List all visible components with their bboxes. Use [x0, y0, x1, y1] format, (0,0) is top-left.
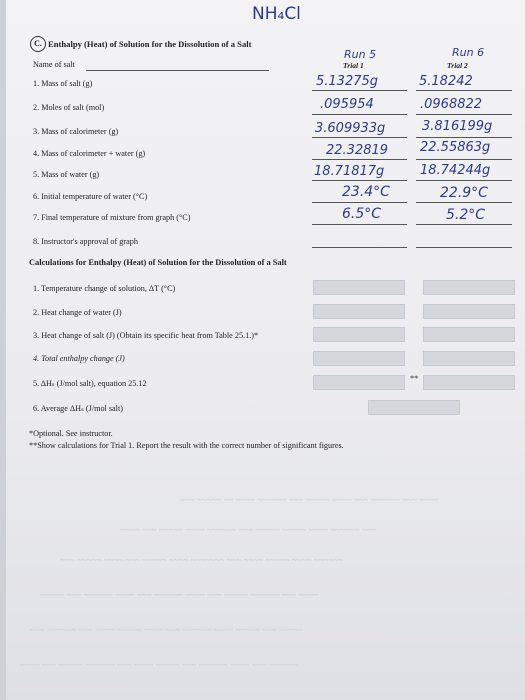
row-label: 8. Instructor's approval of graph	[33, 237, 138, 246]
calc-box-trial2	[423, 304, 515, 319]
name-of-salt-line	[86, 70, 269, 71]
row-label: 6. Initial temperature of water (°C)	[33, 192, 148, 201]
row-label: 1. Mass of salt (g)	[33, 79, 93, 88]
value-trial1: 3.609933g	[315, 121, 386, 136]
bleed-through-text: ~~~ ~~~~~~ ~~~ ~~~~ ~~~~~ ~~~~ ~~~ ~~~~~~ ~~~~ ~~~~~ ~~~ ~~~~~	[30, 625, 304, 635]
handwritten-compound: NH₄Cl	[252, 4, 301, 24]
answer-line	[416, 159, 512, 160]
calc-box-trial1	[313, 304, 405, 319]
answer-line	[312, 114, 407, 115]
calc-box-trial2	[423, 375, 515, 390]
calc-box-trial1	[313, 351, 405, 366]
answer-line	[416, 180, 512, 181]
answer-line	[312, 224, 407, 225]
calc-row-label: 6. Average ΔHₛ (J/mol salt)	[33, 404, 123, 413]
double-star-mark: **	[410, 374, 419, 383]
row-label: 4. Mass of calorimeter + water (g)	[33, 149, 146, 158]
calc-box-trial1	[313, 280, 405, 295]
trial2-header: Trial 2	[447, 61, 468, 70]
calc-row-label: 1. Temperature change of solution, ΔT (°C)	[33, 284, 176, 293]
run-label-trial2: Run 6	[452, 46, 485, 59]
page-edge-shadow	[0, 0, 6, 700]
calc-box-trial1	[313, 375, 405, 390]
calculations-title: Calculations for Enthalpy (Heat) of Solution for the Dissolution of a Salt	[29, 258, 287, 267]
row-label: 2. Moles of salt (mol)	[33, 103, 105, 112]
footnote-optional: *Optional. See instructor.	[29, 429, 113, 438]
calc-box-trial1	[313, 327, 405, 342]
section-title: Enthalpy (Heat) of Solution for the Dissolution of a Salt	[48, 39, 252, 49]
answer-line	[312, 247, 407, 248]
calc-row-label: 2. Heat change of water (J)	[33, 308, 122, 317]
value-trial1: 22.32819	[326, 143, 389, 158]
bleed-through-text: ~~~~ ~~~ ~~~~~ ~~~~~~ ~~~ ~~~~ ~~~~~ ~~~ ~~~~~~ ~~~~ ~~~ ~~~~~~	[20, 660, 298, 670]
value-trial2: 3.816199g	[422, 119, 493, 134]
value-trial2: 5.2°C	[446, 207, 486, 223]
value-trial2: 22.9°C	[440, 185, 488, 201]
calc-box-trial2	[423, 327, 515, 342]
answer-line	[312, 90, 407, 91]
run-label-trial1: Run 5	[344, 48, 377, 61]
name-of-salt-label: Name of salt	[33, 60, 75, 69]
bleed-through-text: ~~~~~ ~~~ ~~~~~~ ~~~~ ~~~ ~~~~~~ ~~~~ ~~~ ~~~~~ ~~~~~~ ~~~ ~~~~	[40, 590, 318, 600]
value-trial1: 6.5°C	[342, 206, 382, 222]
value-trial2: .0968822	[420, 97, 483, 112]
value-trial1: 23.4°C	[342, 184, 390, 200]
row-label: 5. Mass of water (g)	[33, 170, 100, 179]
calc-box-trial2	[423, 351, 515, 366]
answer-line	[312, 159, 407, 160]
answer-line	[416, 224, 512, 225]
calc-row-label: 5. ΔHₛ (J/mol salt), equation 25.12	[33, 379, 147, 388]
value-trial1: 5.13275g	[316, 74, 379, 89]
calc-row-label: 3. Heat change of salt (J) (Obtain its specific heat from Table 25.1.)*	[33, 331, 259, 340]
row-label: 7. Final temperature of mixture from graph (°C)	[33, 213, 191, 222]
answer-line	[416, 247, 512, 248]
trial1-header: Trial 1	[343, 61, 364, 70]
bleed-through-text: ~~~ ~~~~~ ~~~~ ~~~ ~~~~~ ~~~~ ~~~~~~~ ~~~ ~~~~ ~~~~~ ~~~~ ~~~~~~	[60, 555, 343, 565]
value-trial1: .095954	[320, 97, 374, 112]
average-box	[368, 400, 460, 415]
row-label: 3. Mass of calorimeter (g)	[33, 127, 119, 136]
answer-line	[312, 180, 407, 181]
calc-box-trial2	[423, 280, 515, 295]
value-trial2: 22.55863g	[420, 140, 491, 155]
bleed-through-text: ~~~ ~~~~~ ~~ ~~~~ ~~~~~~ ~~~ ~~~~~ ~~~~ ~~~ ~~~~~~ ~~~ ~~~~	[180, 495, 439, 505]
answer-line	[312, 202, 407, 203]
section-letter: C.	[30, 36, 46, 52]
value-trial1: 18.71817g	[314, 164, 385, 179]
footnote-significant-figures: **Show calculations for Trial 1. Report the result with the correct number of significant figures.	[29, 441, 344, 450]
answer-line	[312, 137, 407, 138]
answer-line	[416, 137, 512, 138]
value-trial2: 18.74244g	[420, 163, 491, 178]
answer-line	[416, 90, 512, 91]
value-trial2: 5.18242	[419, 74, 473, 89]
answer-line	[416, 114, 512, 115]
calc-row-label: 4. Total enthalpy change (J)	[33, 354, 125, 363]
answer-line	[416, 202, 512, 203]
bleed-through-text: ~~~~ ~~~ ~~~~~ ~~~~ ~~~~~~ ~~~ ~~~~~ ~~~~~ ~~~~ ~~~~~~ ~~~	[120, 525, 377, 535]
